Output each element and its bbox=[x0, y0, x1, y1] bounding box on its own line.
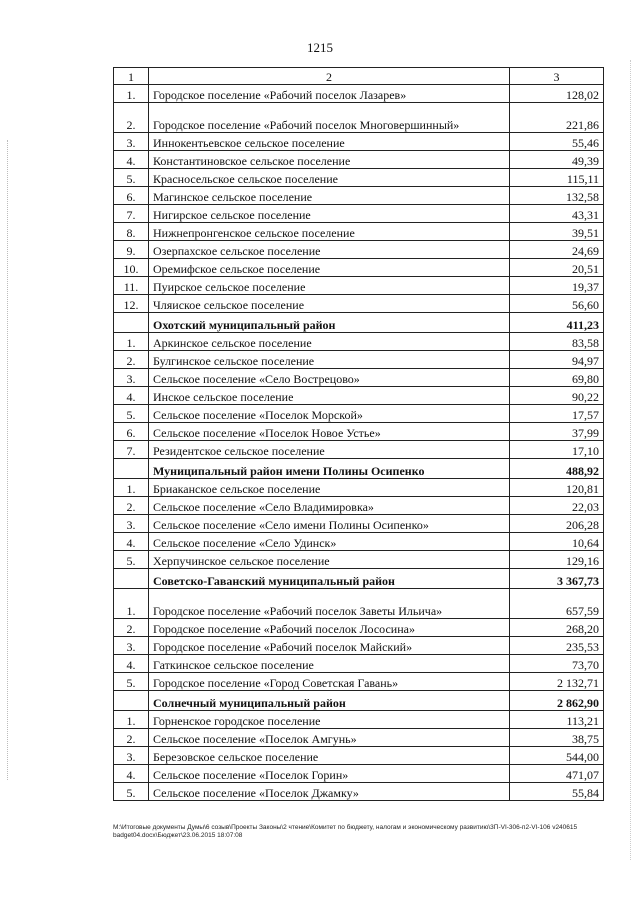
row-value: 488,92 bbox=[510, 459, 604, 479]
row-number: 3. bbox=[114, 133, 149, 151]
row-number: 5. bbox=[114, 551, 149, 569]
budget-table bbox=[113, 67, 604, 801]
table-row bbox=[114, 655, 604, 673]
row-name: Константиновское сельское поселение bbox=[149, 151, 510, 169]
row-value: 43,31 bbox=[510, 205, 604, 223]
row-value: 221,86 bbox=[510, 103, 604, 133]
row-value: 128,02 bbox=[510, 85, 604, 103]
row-name: Советско-Гаванский муниципальный район bbox=[149, 569, 510, 589]
district-total-row bbox=[114, 459, 604, 479]
row-value: 38,75 bbox=[510, 729, 604, 747]
row-value: 235,53 bbox=[510, 637, 604, 655]
row-number: 2. bbox=[114, 351, 149, 369]
row-value: 17,57 bbox=[510, 405, 604, 423]
row-number: 5. bbox=[114, 673, 149, 691]
row-value: 24,69 bbox=[510, 241, 604, 259]
row-name: Оремифское сельское поселение bbox=[149, 259, 510, 277]
table-row bbox=[114, 637, 604, 655]
table-row bbox=[114, 423, 604, 441]
row-name: Чляиское сельское поселение bbox=[149, 295, 510, 313]
table-row bbox=[114, 103, 604, 133]
table-row bbox=[114, 151, 604, 169]
row-name: Сельское поселение «Поселок Горин» bbox=[149, 765, 510, 783]
row-name: Горненское городское поселение bbox=[149, 711, 510, 729]
table-row bbox=[114, 673, 604, 691]
table-row bbox=[114, 85, 604, 103]
row-name: Нигирское сельское поселение bbox=[149, 205, 510, 223]
table-row bbox=[114, 333, 604, 351]
column-header-name: 2 bbox=[149, 68, 510, 85]
row-value: 657,59 bbox=[510, 589, 604, 619]
row-name: Бриаканское сельское поселение bbox=[149, 479, 510, 497]
row-value: 129,16 bbox=[510, 551, 604, 569]
row-value: 132,58 bbox=[510, 187, 604, 205]
row-value: 49,39 bbox=[510, 151, 604, 169]
row-number: 4. bbox=[114, 533, 149, 551]
file-path-footer: M:\Итоговые документы Думы\6 созыв\Проекты Законы\2 чтение\Комитет по бюджету, налогам и экономическому развитию\3П-VI-306-п2-VI-106 v240615 badget04.docx\Бюджет\23.06.2015 18:07:08 bbox=[113, 824, 578, 839]
row-value: 56,60 bbox=[510, 295, 604, 313]
table-row bbox=[114, 259, 604, 277]
row-number bbox=[114, 313, 149, 333]
table-row bbox=[114, 515, 604, 533]
row-number bbox=[114, 691, 149, 711]
table-row bbox=[114, 441, 604, 459]
row-number: 5. bbox=[114, 169, 149, 187]
row-value: 115,11 bbox=[510, 169, 604, 187]
table-row bbox=[114, 133, 604, 151]
row-name: Охотский муниципальный район bbox=[149, 313, 510, 333]
table-row bbox=[114, 351, 604, 369]
row-number: 4. bbox=[114, 387, 149, 405]
row-number: 5. bbox=[114, 405, 149, 423]
table-row bbox=[114, 223, 604, 241]
row-value: 268,20 bbox=[510, 619, 604, 637]
table-row bbox=[114, 479, 604, 497]
row-name: Городское поселение «Рабочий поселок Лазарев» bbox=[149, 85, 510, 103]
row-name: Сельское поселение «Поселок Амгунь» bbox=[149, 729, 510, 747]
row-value: 3 367,73 bbox=[510, 569, 604, 589]
table-row bbox=[114, 533, 604, 551]
table-body bbox=[114, 85, 604, 801]
column-header-value: 3 bbox=[510, 68, 604, 85]
row-name: Сельское поселение «Село имени Полины Осипенко» bbox=[149, 515, 510, 533]
row-name: Сельское поселение «Поселок Новое Устье» bbox=[149, 423, 510, 441]
row-name: Сельское поселение «Поселок Джамку» bbox=[149, 783, 510, 801]
row-name: Гаткинское сельское поселение bbox=[149, 655, 510, 673]
table-row bbox=[114, 747, 604, 765]
row-number: 1. bbox=[114, 85, 149, 103]
table-row bbox=[114, 551, 604, 569]
row-name: Булгинское сельское поселение bbox=[149, 351, 510, 369]
table-row bbox=[114, 765, 604, 783]
row-name: Сельское поселение «Село Удинск» bbox=[149, 533, 510, 551]
row-number: 3. bbox=[114, 369, 149, 387]
row-number: 6. bbox=[114, 187, 149, 205]
row-name: Городское поселение «Рабочий поселок Многовершинный» bbox=[149, 103, 510, 133]
row-value: 206,28 bbox=[510, 515, 604, 533]
row-value: 73,70 bbox=[510, 655, 604, 673]
row-number: 2. bbox=[114, 619, 149, 637]
row-value: 20,51 bbox=[510, 259, 604, 277]
row-name: Городское поселение «Рабочий поселок Лососина» bbox=[149, 619, 510, 637]
row-number: 3. bbox=[114, 747, 149, 765]
table-row bbox=[114, 295, 604, 313]
row-name: Инское сельское поселение bbox=[149, 387, 510, 405]
row-value: 120,81 bbox=[510, 479, 604, 497]
table-row bbox=[114, 619, 604, 637]
row-name: Пуирское сельское поселение bbox=[149, 277, 510, 295]
row-number: 5. bbox=[114, 783, 149, 801]
table-row bbox=[114, 187, 604, 205]
row-value: 113,21 bbox=[510, 711, 604, 729]
row-value: 19,37 bbox=[510, 277, 604, 295]
table-header-row bbox=[114, 68, 604, 85]
row-name: Сельское поселение «Село Вострецово» bbox=[149, 369, 510, 387]
row-value: 544,00 bbox=[510, 747, 604, 765]
row-number: 7. bbox=[114, 441, 149, 459]
row-name: Березовское сельское поселение bbox=[149, 747, 510, 765]
row-number: 2. bbox=[114, 729, 149, 747]
row-number: 12. bbox=[114, 295, 149, 313]
row-name: Городское поселение «Рабочий поселок Майский» bbox=[149, 637, 510, 655]
row-number: 1. bbox=[114, 589, 149, 619]
row-number bbox=[114, 569, 149, 589]
row-number: 3. bbox=[114, 637, 149, 655]
table-row bbox=[114, 405, 604, 423]
row-value: 2 862,90 bbox=[510, 691, 604, 711]
row-value: 94,97 bbox=[510, 351, 604, 369]
row-name: Озерпахское сельское поселение bbox=[149, 241, 510, 259]
row-value: 69,80 bbox=[510, 369, 604, 387]
row-number: 4. bbox=[114, 765, 149, 783]
row-name: Городское поселение «Город Советская Гавань» bbox=[149, 673, 510, 691]
row-number: 2. bbox=[114, 497, 149, 515]
row-number: 1. bbox=[114, 479, 149, 497]
row-number: 10. bbox=[114, 259, 149, 277]
scan-edge-left bbox=[7, 140, 9, 780]
row-number: 1. bbox=[114, 333, 149, 351]
row-number: 7. bbox=[114, 205, 149, 223]
table-row bbox=[114, 783, 604, 801]
row-name: Нижнепронгенское сельское поселение bbox=[149, 223, 510, 241]
row-number: 11. bbox=[114, 277, 149, 295]
table-row bbox=[114, 497, 604, 515]
row-value: 83,58 bbox=[510, 333, 604, 351]
row-number: 8. bbox=[114, 223, 149, 241]
row-number: 3. bbox=[114, 515, 149, 533]
table-row bbox=[114, 369, 604, 387]
table-row bbox=[114, 277, 604, 295]
row-value: 2 132,71 bbox=[510, 673, 604, 691]
row-name: Херпучинское сельское поселение bbox=[149, 551, 510, 569]
row-value: 39,51 bbox=[510, 223, 604, 241]
table-row bbox=[114, 589, 604, 619]
row-number bbox=[114, 459, 149, 479]
row-value: 55,46 bbox=[510, 133, 604, 151]
row-name: Солнечный муниципальный район bbox=[149, 691, 510, 711]
district-total-row bbox=[114, 691, 604, 711]
row-number: 4. bbox=[114, 655, 149, 673]
row-name: Магинское сельское поселение bbox=[149, 187, 510, 205]
row-value: 411,23 bbox=[510, 313, 604, 333]
row-value: 10,64 bbox=[510, 533, 604, 551]
row-number: 4. bbox=[114, 151, 149, 169]
row-value: 22,03 bbox=[510, 497, 604, 515]
row-value: 471,07 bbox=[510, 765, 604, 783]
table-row bbox=[114, 205, 604, 223]
row-name: Сельское поселение «Поселок Морской» bbox=[149, 405, 510, 423]
row-number: 9. bbox=[114, 241, 149, 259]
row-number: 1. bbox=[114, 711, 149, 729]
table-row bbox=[114, 729, 604, 747]
table-row bbox=[114, 711, 604, 729]
row-name: Городское поселение «Рабочий поселок Заветы Ильича» bbox=[149, 589, 510, 619]
table-row bbox=[114, 387, 604, 405]
row-value: 55,84 bbox=[510, 783, 604, 801]
row-number: 2. bbox=[114, 103, 149, 133]
district-total-row bbox=[114, 313, 604, 333]
row-number: 6. bbox=[114, 423, 149, 441]
row-value: 37,99 bbox=[510, 423, 604, 441]
table-row bbox=[114, 241, 604, 259]
row-name: Муниципальный район имени Полины Осипенко bbox=[149, 459, 510, 479]
row-name: Аркинское сельское поселение bbox=[149, 333, 510, 351]
row-value: 17,10 bbox=[510, 441, 604, 459]
row-value: 90,22 bbox=[510, 387, 604, 405]
row-name: Резидентское сельское поселение bbox=[149, 441, 510, 459]
row-name: Красносельское сельское поселение bbox=[149, 169, 510, 187]
table-row bbox=[114, 169, 604, 187]
district-total-row bbox=[114, 569, 604, 589]
page-number: 1215 bbox=[307, 40, 333, 55]
row-name: Иннокентьевское сельское поселение bbox=[149, 133, 510, 151]
column-header-number: 1 bbox=[114, 68, 149, 85]
scan-edge-right bbox=[630, 60, 632, 860]
row-name: Сельское поселение «Село Владимировка» bbox=[149, 497, 510, 515]
